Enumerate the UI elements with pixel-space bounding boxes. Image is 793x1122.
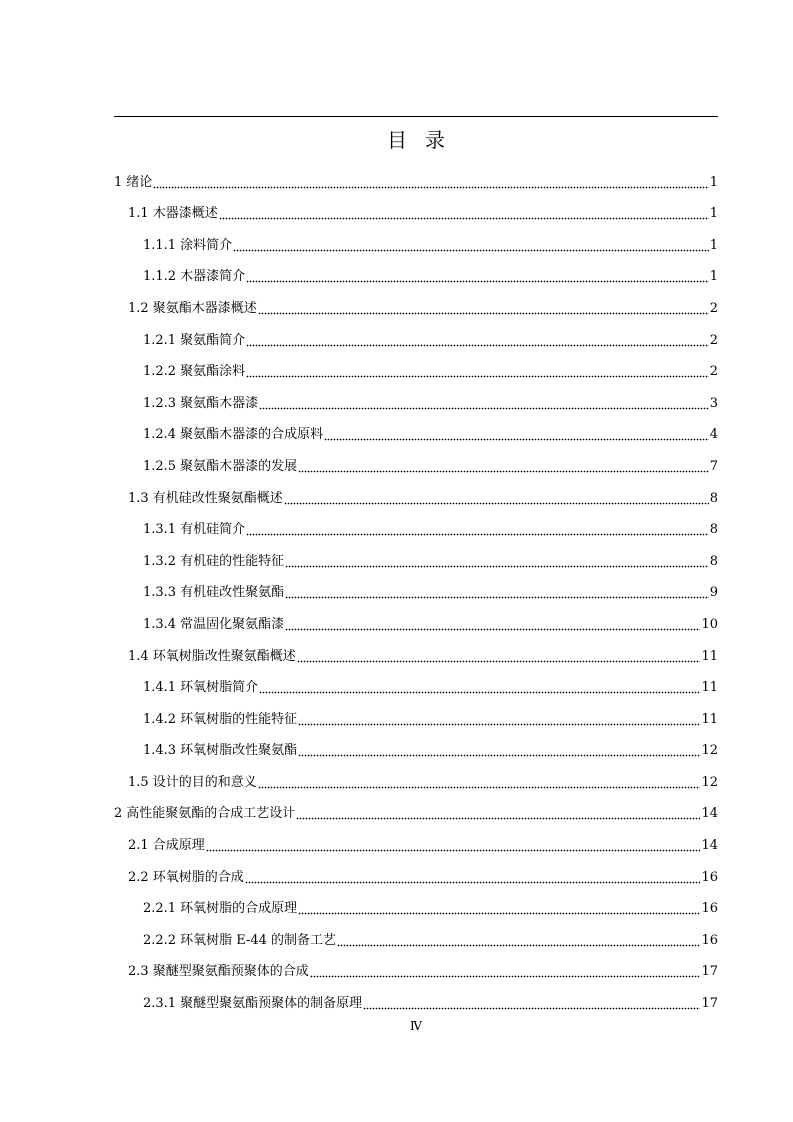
toc-entry-title: 高性能聚氨酯的合成工艺设计 <box>126 806 296 822</box>
toc-entry-page: 8 <box>709 553 718 569</box>
toc-entry-page: 4 <box>709 427 718 443</box>
toc-entry[interactable] <box>114 320 718 352</box>
toc-entry-title: 环氧树脂改性聚氨酯 <box>180 743 298 759</box>
toc-entry-number: 1.2.4 <box>143 427 177 443</box>
dot-leader <box>298 751 700 757</box>
toc-entry-page: 16 <box>701 901 718 917</box>
dot-leader <box>206 846 701 852</box>
toc-entry-label <box>143 614 284 636</box>
toc-entry-label <box>143 456 297 478</box>
toc-entry-number: 2.1 <box>128 838 149 854</box>
toc-entry-number: 2 <box>114 806 123 822</box>
toc-entry[interactable] <box>114 668 718 700</box>
dot-leader <box>246 341 709 347</box>
toc-entry-page: 17 <box>701 964 718 980</box>
toc-entry-number: 1.4 <box>128 648 149 664</box>
toc-entry-number: 2.2 <box>128 869 149 885</box>
toc-entry-page: 16 <box>701 869 718 885</box>
toc-entry[interactable] <box>114 857 718 889</box>
header-rule <box>114 116 718 117</box>
toc-entry[interactable] <box>114 573 718 605</box>
toc-entry-title: 聚氨酯简介 <box>180 332 246 348</box>
toc-entry-page: 8 <box>709 490 718 506</box>
toc-entry-number: 1.2 <box>128 300 149 316</box>
toc-entry[interactable] <box>114 383 718 415</box>
toc-entry-title: 聚氨酯木器漆的合成原料 <box>180 427 324 443</box>
toc-entry-number: 1.5 <box>128 774 149 790</box>
toc-entry-page: 10 <box>701 616 718 632</box>
toc-entry-label <box>143 898 297 920</box>
toc-entry-title: 环氧树脂的合成原理 <box>180 901 298 917</box>
toc-entry-label <box>128 488 283 510</box>
toc-entry-label <box>143 361 245 383</box>
dot-leader <box>285 625 700 631</box>
toc-entry-title: 聚氨酯木器漆的发展 <box>180 458 298 474</box>
toc-entry-title: 有机硅改性聚氨酯概述 <box>152 490 283 506</box>
toc-entry-title: 绪论 <box>126 174 153 190</box>
toc-entry-title: 环氧树脂的合成 <box>152 869 244 885</box>
toc-entry-page: 2 <box>709 364 718 380</box>
toc-entry-label <box>128 867 244 889</box>
toc-entry-page: 1 <box>709 206 718 222</box>
toc-entry[interactable] <box>114 889 718 921</box>
dot-leader <box>337 941 700 947</box>
toc-entry-page: 3 <box>709 395 718 411</box>
toc-entry-page: 16 <box>701 932 718 948</box>
toc-entry-page: 14 <box>701 806 718 822</box>
dot-leader <box>284 499 709 505</box>
toc-entry-page: 14 <box>701 838 718 854</box>
toc-entry-label <box>128 835 205 857</box>
table-of-contents <box>114 162 718 1015</box>
toc-entry-title: 聚氨酯木器漆 <box>180 395 259 411</box>
toc-entry-label <box>143 709 297 731</box>
toc-entry-title: 木器漆简介 <box>180 269 246 285</box>
toc-entry[interactable] <box>114 162 718 194</box>
toc-entry-number: 1.4.1 <box>143 680 177 696</box>
toc-entry-label <box>128 961 309 983</box>
dot-leader <box>324 435 709 441</box>
toc-entry-title: 有机硅改性聚氨酯 <box>180 585 285 601</box>
toc-entry-page: 8 <box>709 522 718 538</box>
dot-leader <box>245 878 701 884</box>
page-title: 目录 <box>387 128 463 152</box>
toc-entry-number: 1.1 <box>128 206 149 222</box>
toc-entry-label <box>128 772 257 794</box>
dot-leader <box>259 688 700 694</box>
toc-entry[interactable] <box>114 288 718 320</box>
toc-entry-title: 聚氨酯木器漆概述 <box>152 300 257 316</box>
dot-leader <box>258 309 709 315</box>
toc-entry-label <box>143 740 297 762</box>
toc-entry[interactable] <box>114 604 718 636</box>
dot-leader <box>258 783 701 789</box>
dot-leader <box>153 183 708 189</box>
toc-entry-label <box>128 298 257 320</box>
toc-entry-title: 聚醚型聚氨酯预聚体的制备原理 <box>180 996 363 1012</box>
toc-entry-number: 1.3.3 <box>143 585 177 601</box>
toc-entry-label <box>143 235 232 257</box>
toc-entry-number: 1.3.1 <box>143 522 177 538</box>
toc-entry-number: 1.3.4 <box>143 616 177 632</box>
toc-entry[interactable] <box>114 731 718 763</box>
toc-entry-page: 7 <box>709 458 718 474</box>
toc-entry[interactable] <box>114 541 718 573</box>
toc-entry[interactable] <box>114 415 718 447</box>
toc-entry-label <box>143 993 362 1015</box>
toc-entry-title: 环氧树脂改性聚氨酯概述 <box>152 648 296 664</box>
toc-entry-number: 2.2.2 <box>143 932 177 948</box>
toc-entry-number: 1.1.1 <box>143 237 177 253</box>
toc-entry-label <box>128 203 218 225</box>
toc-entry-label <box>143 930 336 952</box>
toc-entry-number: 1.4.2 <box>143 711 177 727</box>
toc-entry[interactable] <box>114 225 718 257</box>
toc-entry-title: 常温固化聚氨酯漆 <box>180 616 285 632</box>
toc-entry-label <box>143 519 245 541</box>
toc-entry-label <box>143 424 323 446</box>
toc-entry-title: 木器漆概述 <box>152 206 218 222</box>
toc-entry[interactable] <box>114 510 718 542</box>
toc-entry-page: 12 <box>701 743 718 759</box>
dot-leader <box>259 404 709 410</box>
toc-entry-number: 1.2.3 <box>143 395 177 411</box>
toc-entry-label <box>114 172 152 194</box>
toc-entry[interactable] <box>114 920 718 952</box>
dot-leader <box>246 372 709 378</box>
toc-entry-label <box>128 646 296 668</box>
toc-entry-number: 1.2.2 <box>143 364 177 380</box>
toc-entry-title: 合成原理 <box>152 838 205 854</box>
toc-entry-label <box>143 582 284 604</box>
toc-entry-title: 设计的目的和意义 <box>152 774 257 790</box>
toc-entry[interactable] <box>114 825 718 857</box>
toc-entry[interactable] <box>114 257 718 289</box>
toc-entry-page: 1 <box>709 237 718 253</box>
dot-leader <box>296 814 700 820</box>
toc-entry-number: 1.1.2 <box>143 269 177 285</box>
toc-entry-page: 17 <box>701 996 718 1012</box>
page-number: Ⅳ <box>410 1019 422 1033</box>
dot-leader <box>233 246 709 252</box>
toc-entry-number: 1.3 <box>128 490 149 506</box>
dot-leader <box>246 277 709 283</box>
dot-leader <box>285 593 709 599</box>
toc-entry-number: 1.3.2 <box>143 553 177 569</box>
toc-entry-page: 2 <box>709 332 718 348</box>
toc-entry[interactable] <box>114 636 718 668</box>
dot-leader <box>298 720 700 726</box>
toc-entry-label <box>143 677 258 699</box>
dot-leader <box>297 657 701 663</box>
toc-entry[interactable] <box>114 952 718 984</box>
toc-entry-title: 环氧树脂 E-44 的制备工艺 <box>180 932 337 948</box>
dot-leader <box>219 214 709 220</box>
toc-entry-label <box>143 330 245 352</box>
toc-entry[interactable] <box>114 983 718 1015</box>
toc-entry-number: 2.2.1 <box>143 901 177 917</box>
dot-leader <box>285 562 709 568</box>
toc-entry-title: 环氧树脂的性能特征 <box>180 711 298 727</box>
toc-entry-label <box>143 393 258 415</box>
toc-entry-label <box>143 266 245 288</box>
toc-entry-page: 1 <box>709 174 718 190</box>
toc-entry-page: 11 <box>701 680 718 696</box>
toc-entry-number: 2.3.1 <box>143 996 177 1012</box>
toc-entry-page: 11 <box>701 648 718 664</box>
toc-entry-page: 11 <box>701 711 718 727</box>
toc-entry-number: 1.4.3 <box>143 743 177 759</box>
toc-entry[interactable] <box>114 194 718 226</box>
toc-entry-page: 2 <box>709 300 718 316</box>
dot-leader <box>246 530 709 536</box>
toc-entry[interactable] <box>114 446 718 478</box>
toc-entry-number: 1 <box>114 174 123 190</box>
toc-entry-number: 1.2.5 <box>143 458 177 474</box>
toc-entry[interactable] <box>114 352 718 384</box>
toc-entry-title: 聚醚型聚氨酯预聚体的合成 <box>152 964 309 980</box>
toc-entry[interactable] <box>114 794 718 826</box>
toc-entry-label <box>114 803 295 825</box>
toc-entry-title: 有机硅的性能特征 <box>180 553 285 569</box>
toc-entry-number: 2.3 <box>128 964 149 980</box>
toc-entry-title: 环氧树脂简介 <box>180 680 259 696</box>
dot-leader <box>310 972 701 978</box>
toc-entry[interactable] <box>114 762 718 794</box>
toc-entry-title: 涂料简介 <box>180 237 233 253</box>
toc-entry-page: 1 <box>709 269 718 285</box>
dot-leader <box>298 909 700 915</box>
toc-entry-label <box>143 551 284 573</box>
dot-leader <box>363 1004 700 1010</box>
toc-entry-page: 12 <box>701 774 718 790</box>
toc-entry-title: 有机硅简介 <box>180 522 246 538</box>
toc-entry-title: 聚氨酯涂料 <box>180 364 246 380</box>
toc-entry-page: 9 <box>709 585 718 601</box>
dot-leader <box>298 467 709 473</box>
toc-entry-number: 1.2.1 <box>143 332 177 348</box>
toc-entry[interactable] <box>114 699 718 731</box>
toc-entry[interactable] <box>114 478 718 510</box>
